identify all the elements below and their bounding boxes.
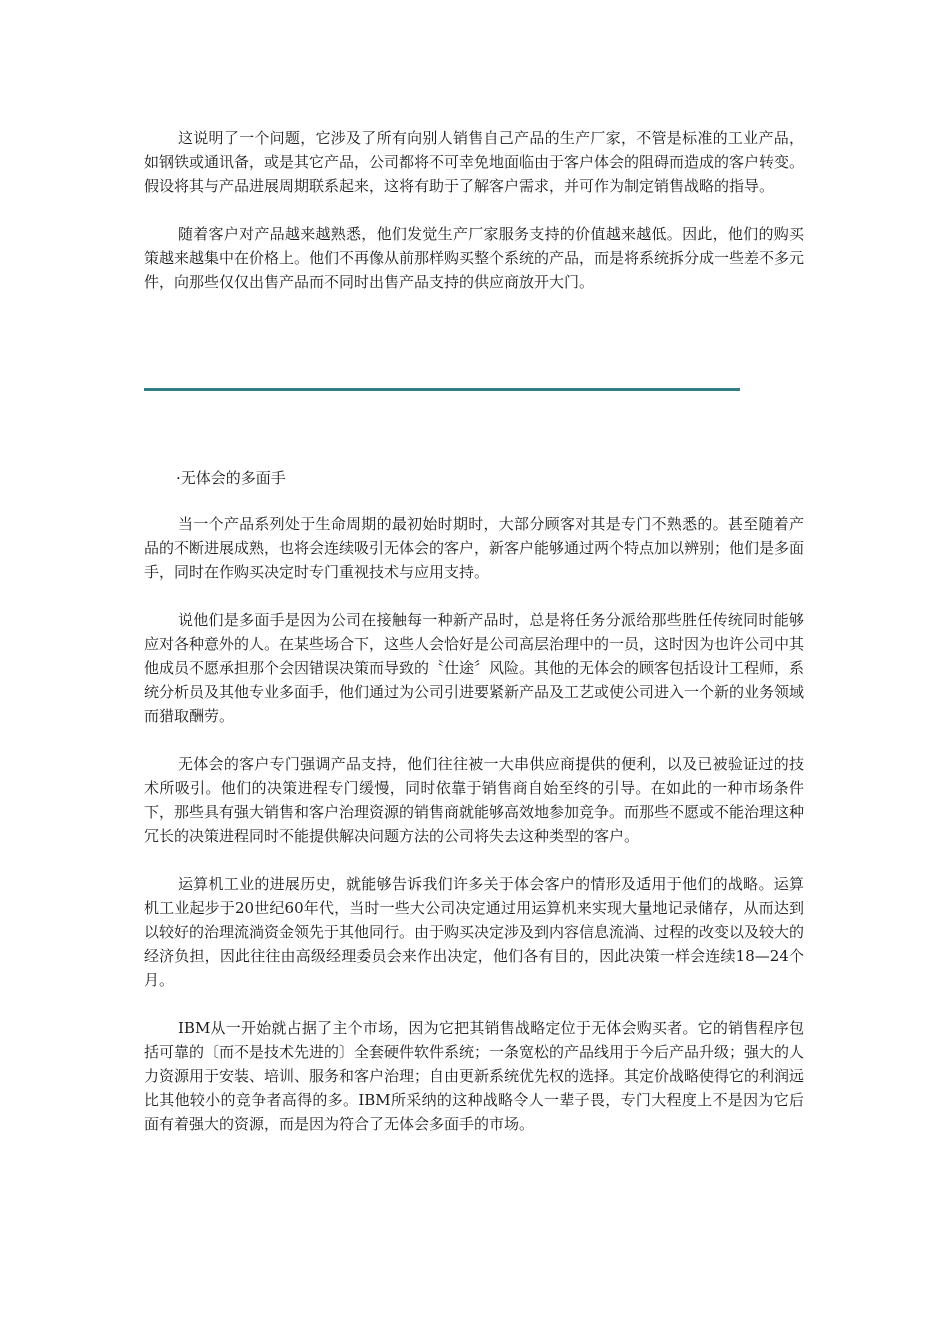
section-divider xyxy=(144,388,740,391)
paragraph-3: 当一个产品系列处于生命周期的最初始时期时，大部分顾客对其是专门不熟悉的。甚至随着产品的不断进展成熟，也将会连续吸引无体会的客户，新客户能够通过两个特点加以辨别；他们是多面手，同时在作购买决定时专门重视技术与应用支持。 xyxy=(144,515,805,581)
paragraph-2: 随着客户对产品越来越熟悉，他们发觉生产厂家服务支持的价值越来越低。因此，他们的购买策越来越集中在价格上。他们不再像从前那样购买整个系统的产品，而是将系统拆分成一些差不多元件，向那些仅仅出售产品而不同时出售产品支持的供应商放开大门。 xyxy=(144,225,805,291)
section-paragraphs xyxy=(144,512,804,1136)
paragraph-5: 无体会的客户专门强调产品支持，他们往往被一大串供应商提供的便利，以及已被验证过的技术所吸引。他们的决策进程专门缓慢，同时依靠于销售商自始至终的引导。在如此的一种市场条件下，那些具有强大销售和客户治理资源的销售商就能够高效地参加竞争。而那些不愿或不能治理这种冗长的决策进程同时不能提供解决问题方法的公司将失去这种类型的客户。 xyxy=(144,755,805,845)
top-paragraphs xyxy=(144,126,804,294)
paragraph-4: 说他们是多面手是因为公司在接触每一种新产品时，总是将任务分派给那些胜任传统同时能够应对各种意外的人。在某些场合下，这些人会恰好是公司高层治理中的一员，这时因为也许公司中其他成员不愿承担那个会因错误决策而导致的〝仕途〞风险。其他的无体会的顾客包括设计工程师，系统分析员及其他专业多面手，他们通过为公司引进要紧新产品及工艺或使公司进入一个新的业务领域而猎取酬劳。 xyxy=(144,611,805,725)
paragraph-7: IBM从一开始就占据了主个市场，因为它把其销售战略定位于无体会购买者。它的销售程序包括可靠的〔而不是技术先进的〕全套硬件软件系统；一条宽松的产品线用于今后产品升级；强大的人力资源用于安装、培训、服务和客户治理；自由更新系统优先权的选择。其定价战略使得它的利润远比其他较小的竞争者高得的多。IBM所采纳的这种战略令人一辈子畏，专门大程度上不是因为它后面有着强大的资源，而是因为符合了无体会多面手的市场。 xyxy=(144,1019,805,1133)
paragraph-1: 这说明了一个问题，它涉及了所有向别人销售自己产品的生产厂家，不管是标准的工业产品，如钢铁或通讯备，或是其它产品，公司都将不可幸免地面临由于客户体会的阻碍而造成的客户转变。假设将其与产品进展周期联系起来，这将有助于了解客户需求，并可作为制定销售战略的指导。 xyxy=(144,129,805,195)
section-heading: ·无体会的多面手 xyxy=(176,469,286,487)
paragraph-6: 运算机工业的进展历史，就能够告诉我们许多关于体会客户的情形及适用于他们的战略。运算机工业起步于20世纪60年代，当时一些大公司决定通过用运算机来实现大量地记录储存，从而达到以较好的治理流淌资金领先于其他同行。由于购买决定涉及到内容信息流淌、过程的改变以及较大的经济负担，因此往往由高级经理委员会来作出决定，他们各有目的，因此决策一样会连续18—24个月。 xyxy=(144,875,805,989)
